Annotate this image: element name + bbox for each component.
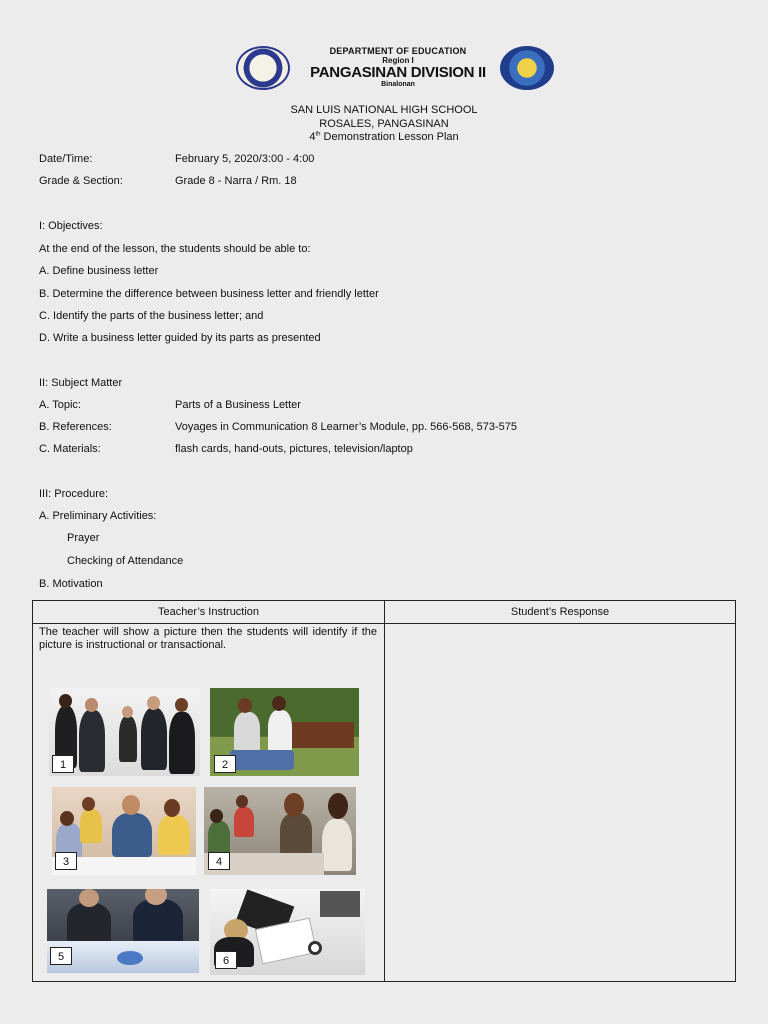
references-value: Voyages in Communication 8 Learner’s Module, pp. 566-568, 573-575	[175, 421, 518, 433]
attendance-item: Checking of Attendance	[67, 555, 184, 567]
materials-value: flash cards, hand-outs, pictures, television/laptop	[175, 443, 413, 455]
picture-number: 1	[52, 755, 74, 773]
objective-item: A. Define business letter	[39, 265, 159, 277]
procedure-heading: III: Procedure:	[39, 488, 109, 500]
objectives-heading: I: Objectives:	[39, 220, 103, 232]
town-name: Binalonan	[381, 81, 415, 88]
subject-heading: II: Subject Matter	[39, 377, 123, 389]
motivation-heading: B. Motivation	[39, 578, 103, 590]
grade-label: Grade & Section:	[39, 175, 123, 187]
objective-item: D. Write a business letter guided by its parts as presented	[39, 332, 321, 344]
student-response-cell	[385, 624, 736, 982]
objective-item: C. Identify the parts of the business letter; and	[39, 310, 264, 322]
preliminary-activities: A. Preliminary Activities:	[39, 510, 157, 522]
date-label: Date/Time:	[39, 153, 93, 165]
materials-label: C. Materials:	[39, 443, 101, 455]
objectives-intro: At the end of the lesson, the students should be able to:	[39, 243, 311, 255]
department-name: DEPARTMENT OF EDUCATION	[329, 46, 467, 56]
topic-value: Parts of a Business Letter	[175, 399, 301, 411]
region-name: Region I	[382, 56, 414, 65]
picture-number: 3	[55, 852, 77, 870]
picture-number: 4	[208, 852, 230, 870]
teacher-instruction-cell	[33, 624, 385, 982]
picture-number: 6	[215, 951, 237, 969]
topic-label: A. Topic:	[39, 399, 81, 411]
objective-item: B. Determine the difference between business letter and friendly letter	[39, 288, 379, 300]
school-name: SAN LUIS NATIONAL HIGH SCHOOL	[290, 104, 478, 116]
grade-value: Grade 8 - Narra / Rm. 18	[175, 175, 297, 187]
instruction-text: The teacher will show a picture then the students will identify if the picture is instructional or transactional.	[39, 626, 377, 651]
school-address: ROSALES, PANGASINAN	[319, 118, 449, 130]
column-header-student: Student’s Response	[385, 601, 736, 624]
plan-title: 4th Demonstration Lesson Plan	[309, 131, 459, 143]
picture-number: 2	[214, 755, 236, 773]
references-label: B. References:	[39, 421, 112, 433]
prayer-item: Prayer	[67, 532, 100, 544]
deped-seal-logo	[236, 46, 290, 90]
division-seal-logo	[500, 46, 554, 90]
picture-number: 5	[50, 947, 72, 965]
column-header-teacher: Teacher’s Instruction	[33, 601, 385, 624]
division-name: PANGASINAN DIVISION II	[310, 64, 486, 81]
motivation-table	[32, 600, 736, 982]
date-value: February 5, 2020/3:00 - 4:00	[175, 153, 315, 165]
letterhead	[236, 44, 556, 96]
